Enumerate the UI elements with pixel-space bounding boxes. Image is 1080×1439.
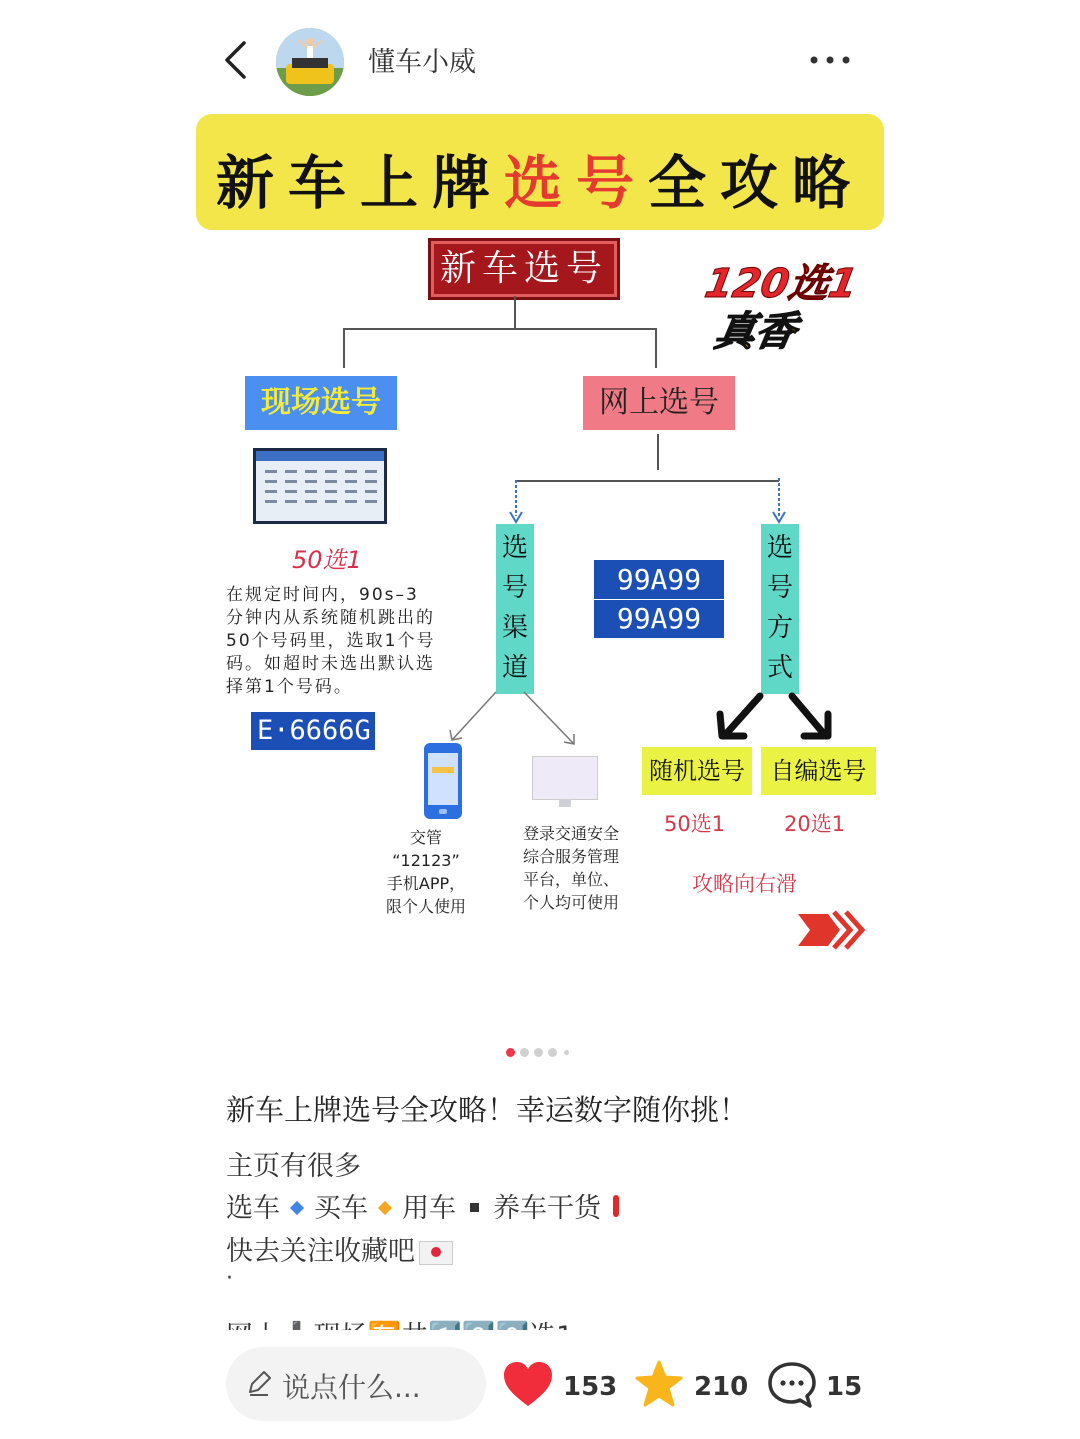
badge-line1: 120选1 <box>701 261 861 307</box>
like-count[interactable]: 153 <box>563 1372 618 1402</box>
blue-diamond-icon <box>290 1201 304 1215</box>
method-char: 方 <box>766 613 793 643</box>
tag-text: 买车 <box>314 1193 368 1224</box>
author-name[interactable]: 懂车小威 <box>368 47 476 78</box>
custom-ratio: 20选1 <box>784 812 846 836</box>
tag-text: 用车 <box>402 1193 456 1224</box>
channel-char: 选 <box>501 533 528 563</box>
selection-screen-image <box>253 448 387 524</box>
exclamation-icon <box>613 1195 619 1217</box>
swipe-hint: 攻略向右滑 <box>692 872 797 896</box>
heart-icon[interactable] <box>502 1360 554 1408</box>
license-plates-image <box>594 560 724 638</box>
post-tags-line <box>226 1186 619 1225</box>
tag-text: 选车 <box>226 1193 280 1224</box>
star-icon[interactable] <box>634 1360 684 1408</box>
computer-icon <box>532 756 598 800</box>
license-plate <box>251 712 375 750</box>
connector-line <box>515 480 779 482</box>
square-bullet-icon <box>470 1203 479 1212</box>
pager-dot[interactable] <box>520 1048 529 1057</box>
caption-line: 平台，单位、 <box>522 870 619 889</box>
plate-row: 99A99 <box>616 563 702 596</box>
comment-placeholder[interactable]: 说点什么... <box>282 1371 421 1404</box>
channel-char: 渠 <box>501 613 528 643</box>
connector-line <box>655 328 657 368</box>
caption-line: 交管 <box>409 828 442 847</box>
caption-line: “12123” <box>392 851 460 870</box>
connector-line <box>514 296 516 328</box>
pager-dot[interactable] <box>564 1050 569 1055</box>
badge-line2: 真香 <box>711 309 800 355</box>
banner-title-part1: 新车上牌 <box>215 149 504 217</box>
online-selection-box: 网上选号 <box>583 376 735 430</box>
live-ratio: 50选1 <box>292 546 362 574</box>
post-line: 主页有很多 <box>226 1151 361 1182</box>
random-ratio: 50选1 <box>664 812 726 836</box>
app-caption <box>368 826 484 918</box>
caption-line: 手机APP， <box>386 874 466 893</box>
web-caption <box>512 822 630 914</box>
pager-dot[interactable] <box>534 1048 543 1057</box>
post-line <box>226 1229 453 1268</box>
method-char: 选 <box>766 533 793 563</box>
connector-line <box>657 434 659 470</box>
banner-title-part3: 全攻略 <box>648 149 865 217</box>
banner-title <box>196 136 884 220</box>
more-dots-icon[interactable] <box>806 46 854 74</box>
channel-vertical-label <box>496 524 534 694</box>
back-arrow-icon[interactable] <box>222 40 248 80</box>
tag-text: 养车干货 <box>493 1193 601 1224</box>
live-selection-box: 现场选号 <box>245 376 397 430</box>
connector-line <box>343 328 657 330</box>
pager-dot-active[interactable] <box>506 1048 515 1057</box>
random-selection-box: 随机选号 <box>642 747 752 795</box>
chevrons-right-icon <box>798 910 868 950</box>
connector-line <box>343 328 345 368</box>
plate-row: 99A99 <box>616 602 702 635</box>
channel-char: 道 <box>501 653 528 683</box>
caption-line: 限个人使用 <box>385 897 466 916</box>
caption-line: 综合服务管理 <box>522 847 619 866</box>
orange-diamond-icon <box>378 1201 392 1215</box>
comment-bubble-icon[interactable] <box>766 1360 818 1410</box>
caption-line: 登录交通安全 <box>522 824 619 843</box>
down-arrow-icon <box>771 478 787 524</box>
caption-line: 个人均可使用 <box>522 893 619 912</box>
pager-dot[interactable] <box>548 1048 557 1057</box>
custom-selection-box: 自编选号 <box>761 747 876 795</box>
down-arrow-icon <box>508 480 524 524</box>
branch-arrows <box>440 690 590 750</box>
method-char: 号 <box>766 573 793 603</box>
love-letter-icon <box>419 1241 453 1265</box>
comment-count[interactable]: 15 <box>826 1372 863 1402</box>
method-char: 式 <box>766 653 793 683</box>
plate-number: E·6666G <box>257 715 371 746</box>
banner-title-highlight: 选号 <box>503 149 648 217</box>
method-arrows-icon <box>712 692 838 744</box>
method-vertical-label <box>761 524 799 694</box>
post-line: · <box>226 1266 233 1291</box>
avatar[interactable] <box>276 28 344 96</box>
pen-icon <box>244 1368 274 1398</box>
post-title: 新车上牌选号全攻略！幸运数字随你挑！ <box>226 1093 749 1127</box>
channel-char: 号 <box>501 573 528 603</box>
star-count[interactable]: 210 <box>694 1372 749 1402</box>
root-node: 新车选号 <box>428 238 620 300</box>
phone-icon <box>424 743 462 819</box>
live-description: 在规定时间内，90s–3分钟内从系统随机跳出的50个号码里，选取1个号码。如超时未选出默认选择第1个号码。 <box>226 585 436 697</box>
post-line-text: 快去关注收藏吧 <box>226 1236 415 1267</box>
